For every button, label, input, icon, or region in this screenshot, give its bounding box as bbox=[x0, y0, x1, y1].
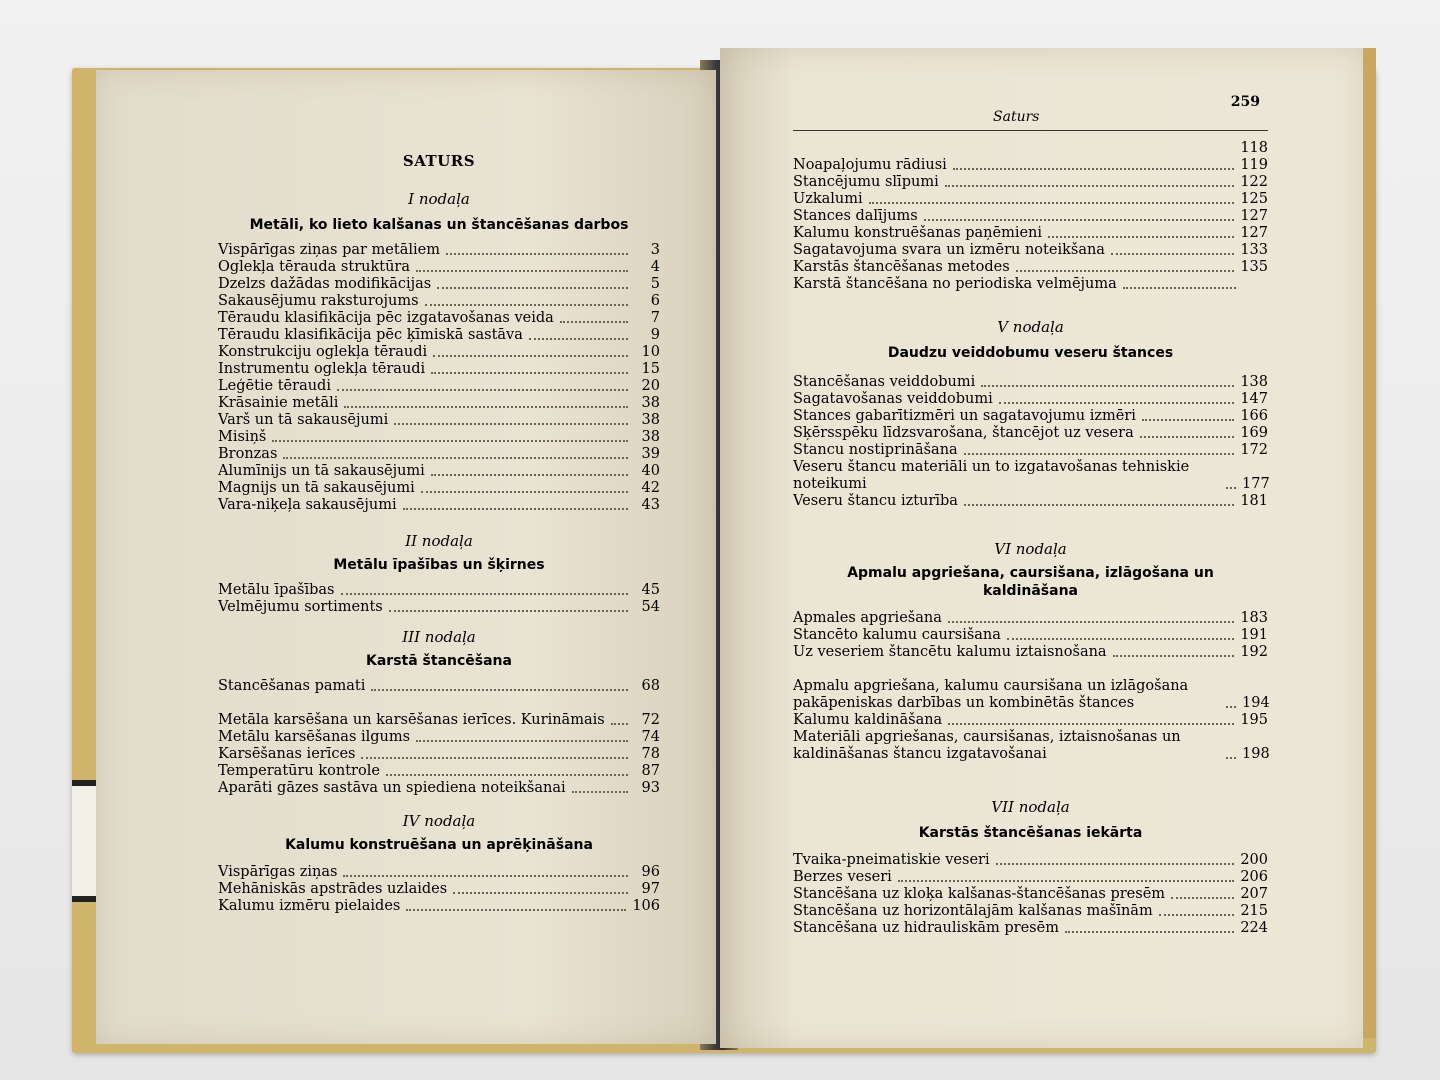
chapter-title: Apmalu apgriešana, caursišana, izlāgošana un kaldināšana bbox=[847, 565, 1214, 599]
toc-entry[interactable]: Misiņš 38 bbox=[218, 429, 660, 445]
toc-entry[interactable]: Magnijs un tā sakausējumi 42 bbox=[218, 480, 660, 496]
chapter-label: V nodaļa bbox=[997, 318, 1064, 336]
chapter-title: Metāli, ko lieto kalšanas un štancēšanas darbos bbox=[249, 217, 629, 233]
left-toc bbox=[218, 152, 660, 170]
chapter-title: Daudzu veiddobumu veseru štances bbox=[887, 345, 1174, 361]
toc-entry[interactable]: Šķērsspēku līdzsvarošana, štancējot uz vesera 169 bbox=[793, 425, 1268, 441]
toc-entry[interactable]: Velmējumu sortiments 54 bbox=[218, 599, 660, 615]
toc-list bbox=[218, 864, 660, 915]
toc-list bbox=[793, 610, 1268, 763]
toc-list bbox=[793, 374, 1268, 510]
toc-entry[interactable]: Karstā štancēšana no periodiska velmējuma bbox=[793, 276, 1268, 293]
toc-entry[interactable]: Štancēšanas veiddobumi 138 bbox=[793, 374, 1268, 390]
toc-list bbox=[218, 582, 660, 616]
toc-entry[interactable]: Materiāli apgriešanas, caursišanas, iztaisnošanas un kaldināšanas štancu izgatavošanai 198 bbox=[793, 729, 1270, 762]
toc-entry[interactable]: Apmales apgriešana 183 bbox=[793, 610, 1268, 626]
toc-entry[interactable]: Kalumu konstruēšanas paņēmieni 127 bbox=[793, 225, 1268, 241]
toc-entry[interactable]: Štances gabarītizmēri un sagatavojumu izmēri 166 bbox=[793, 408, 1268, 424]
toc-entry[interactable]: Karstās štancēšanas metodes 135 bbox=[793, 259, 1268, 275]
chapter-label: VII nodaļa bbox=[991, 798, 1070, 816]
toc-entry[interactable]: Veseru štancu materiāli un to izgatavošanas tehniskie noteikumi 177 bbox=[793, 459, 1270, 492]
toc-entry[interactable]: Varš un tā sakausējumi 38 bbox=[218, 412, 660, 428]
toc-entry[interactable]: Tēraudu klasifikācija pēc ķīmiskā sastāva 9 bbox=[218, 327, 660, 343]
toc-entry[interactable]: Vispārīgas ziņas 96 bbox=[218, 864, 660, 880]
running-header bbox=[793, 94, 1268, 131]
toc-entry[interactable]: Metālu karsēšanas ilgums 74 bbox=[218, 729, 660, 745]
chapter-1 bbox=[218, 190, 660, 514]
toc-entry[interactable]: Štancēšana uz hidrauliskām presēm 224 bbox=[793, 920, 1268, 936]
chapter-label: III nodaļa bbox=[402, 628, 476, 646]
toc-entry[interactable]: Sakausējumu raksturojums 6 bbox=[218, 293, 660, 309]
continued-entries bbox=[793, 140, 1268, 293]
chapter-4 bbox=[218, 812, 660, 915]
chapter-label: II nodaļa bbox=[405, 532, 473, 550]
toc-entry[interactable]: Metālu īpašības 45 bbox=[218, 582, 660, 598]
toc-entry[interactable]: Alumīnijs un tā sakausējumi 40 bbox=[218, 463, 660, 479]
book-edge bbox=[1362, 48, 1376, 1038]
toc-entry[interactable]: Dzelzs dažādas modifikācijas 5 bbox=[218, 276, 660, 292]
chapter-title: Karstā štancēšana bbox=[366, 653, 512, 669]
chapter-3 bbox=[218, 628, 660, 797]
toc-list bbox=[793, 157, 1268, 293]
toc-entry[interactable]: Štancēšana uz kloķa kalšanas-štancēšanas presēm 207 bbox=[793, 886, 1268, 902]
toc-entry[interactable]: Kalumu kaldināšana 195 bbox=[793, 712, 1268, 728]
toc-entry[interactable]: Oglekļa tērauda struktūra 4 bbox=[218, 259, 660, 275]
toc-entry[interactable]: Noapaļojumu rādiusi 119 bbox=[793, 157, 1268, 173]
chapter-title: Karstās štancēšanas iekārta bbox=[918, 825, 1143, 841]
chapter-2 bbox=[218, 532, 660, 616]
toc-entry[interactable]: Aparāti gāzes sastāva un spiediena noteikšanai 93 bbox=[218, 780, 660, 796]
toc-entry[interactable]: Sagatavojuma svara un izmēru noteikšana 133 bbox=[793, 242, 1268, 258]
toc-entry[interactable]: Štancu nostiprināšana 172 bbox=[793, 442, 1268, 458]
toc-entry[interactable]: Štancēšana uz horizontālajām kalšanas mašīnām 215 bbox=[793, 903, 1268, 919]
chapter-label: I nodaļa bbox=[408, 190, 470, 208]
toc-entry[interactable]: Uzkalumi 125 bbox=[793, 191, 1268, 207]
toc-list bbox=[218, 678, 660, 797]
toc-entry[interactable]: Vara-niķeļa sakausējumi 43 bbox=[218, 497, 660, 513]
toc-entry[interactable]: Leģētie tēraudi 20 bbox=[218, 378, 660, 394]
continued-page-number: 118 bbox=[1240, 140, 1268, 156]
running-title: Saturs bbox=[993, 109, 1040, 125]
toc-entry[interactable]: Vispārīgas ziņas par metāliem 3 bbox=[218, 242, 660, 258]
toc-list bbox=[218, 242, 660, 514]
toc-entry[interactable]: Veseru štancu izturība 181 bbox=[793, 493, 1268, 509]
toc-entry[interactable]: Karsēšanas ierīces 78 bbox=[218, 746, 660, 762]
toc-list bbox=[793, 852, 1268, 937]
page-number: 259 bbox=[1230, 94, 1260, 110]
toc-entry[interactable]: Krāsainie metāli 38 bbox=[218, 395, 660, 411]
toc-entry[interactable]: Tvaika-pneimatiskie veseri 200 bbox=[793, 852, 1268, 868]
toc-entry[interactable]: Štances dalījums 127 bbox=[793, 208, 1268, 224]
chapter-5 bbox=[793, 318, 1268, 510]
toc-entry[interactable]: Temperatūru kontrole 87 bbox=[218, 763, 660, 779]
toc-heading: SATURS bbox=[402, 152, 476, 170]
toc-entry[interactable]: Tēraudu klasifikācija pēc izgatavošanas veida 7 bbox=[218, 310, 660, 326]
toc-entry[interactable]: Štancēto kalumu caursišana 191 bbox=[793, 627, 1268, 643]
toc-entry[interactable]: Uz veseriem štancētu kalumu iztaisnošana 192 bbox=[793, 644, 1268, 660]
chapter-title: Kalumu konstruēšana un aprēķināšana bbox=[285, 837, 593, 853]
toc-entry[interactable]: Štancēšanas pamati 68 bbox=[218, 678, 660, 694]
toc-entry[interactable]: Mehāniskās apstrādes uzlaides 97 bbox=[218, 881, 660, 897]
chapter-label: VI nodaļa bbox=[994, 540, 1067, 558]
toc-entry[interactable]: Bronzas 39 bbox=[218, 446, 660, 462]
toc-entry[interactable]: Metāla karsēšana un karsēšanas ierīces. Kurināmais 72 bbox=[218, 712, 660, 728]
toc-entry[interactable]: Berzes veseri 206 bbox=[793, 869, 1268, 885]
chapter-label: IV nodaļa bbox=[402, 812, 476, 830]
toc-entry[interactable]: Konstrukciju oglekļa tēraudi 10 bbox=[218, 344, 660, 360]
chapter-title: Metālu īpašības un šķirnes bbox=[333, 557, 545, 573]
toc-entry[interactable]: Kalumu izmēru pielaides 106 bbox=[218, 898, 660, 914]
toc-entry[interactable]: Sagatavošanas veiddobumi 147 bbox=[793, 391, 1268, 407]
toc-entry[interactable]: Instrumentu oglekļa tēraudi 15 bbox=[218, 361, 660, 377]
toc-entry[interactable]: Štancējumu slīpumi 122 bbox=[793, 174, 1268, 190]
chapter-7 bbox=[793, 798, 1268, 937]
chapter-6 bbox=[793, 540, 1268, 763]
toc-entry[interactable]: Apmalu apgriešana, kalumu caursišana un izlāgošana pakāpeniskas darbības un kombinētās štances 194 bbox=[793, 678, 1270, 711]
